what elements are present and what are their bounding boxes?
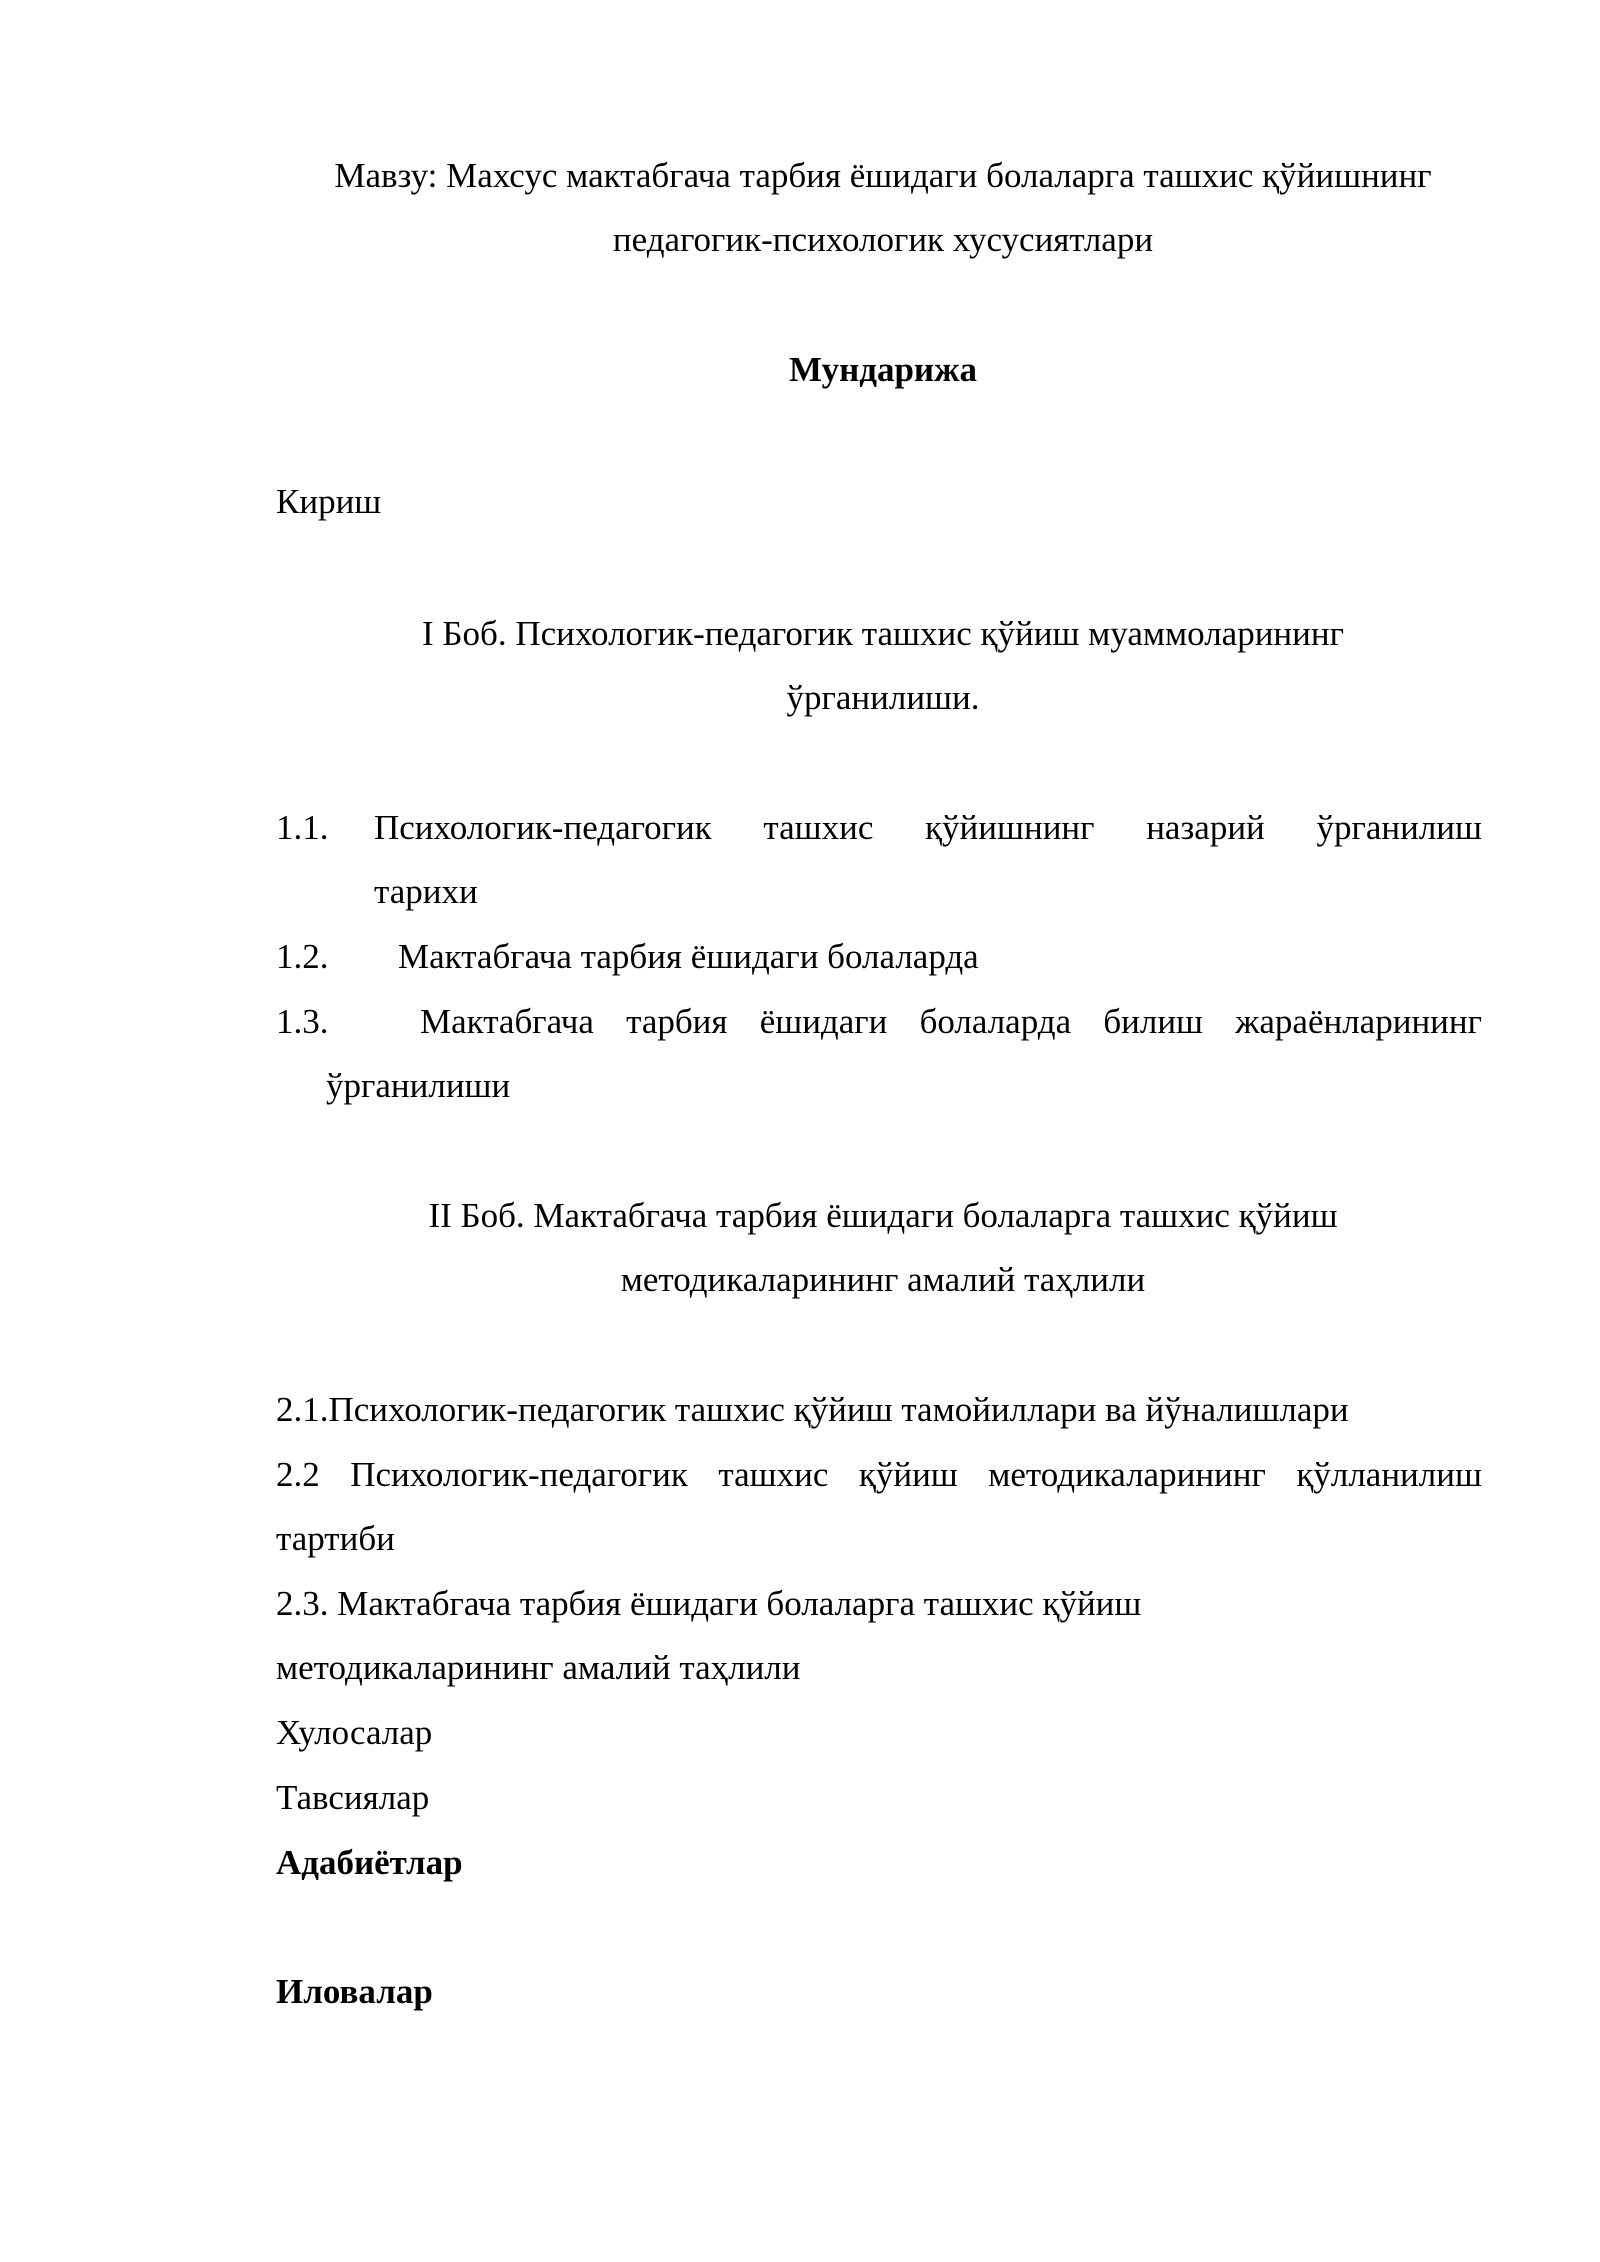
- section-2-2-word: методикаларининг: [988, 1455, 1266, 1494]
- section-1-1-word: қўйишнинг: [925, 808, 1095, 847]
- section-2-3-line-2: методикаларининг амалий таҳлили: [276, 1648, 801, 1687]
- section-1-3-word: Мактабгача: [420, 1002, 594, 1041]
- section-1-3-word: тарбия: [626, 1002, 728, 1041]
- appendices-entry: Иловалар: [276, 1972, 433, 2011]
- section-2-2-word: қўйиш: [858, 1455, 958, 1494]
- section-2-2-word: қўлланилиш: [1296, 1455, 1482, 1494]
- section-1-2-title: Мактабгача тарбия ёшидаги болаларда: [398, 937, 979, 976]
- literature-entry: Адабиётлар: [276, 1843, 463, 1882]
- section-1-3-word: билиш: [1103, 1002, 1203, 1041]
- section-1-2-number: 1.2.: [276, 937, 329, 976]
- intro-entry: Кириш: [276, 482, 382, 521]
- section-2-1-entry: 2.1.Психологик-педагогик ташхис қўйиш тамойиллари ва йўналишлари: [276, 1390, 1349, 1429]
- section-1-1-number: 1.1.: [276, 808, 329, 847]
- section-2-3-line-1: 2.3. Мактабгача тарбия ёшидаги болаларга ташхис қўйиш: [276, 1584, 1142, 1623]
- section-1-1-word: Психологик-педагогик: [374, 808, 712, 847]
- section-1-1-word: ташхис: [763, 808, 874, 847]
- section-1-3-word: ёшидаги: [759, 1002, 888, 1041]
- conclusions-entry: Хулосалар: [276, 1713, 433, 1752]
- section-1-3-word: жараёнларининг: [1235, 1002, 1482, 1041]
- chapter-1-title-line-2: ўрганилиши.: [786, 678, 980, 717]
- section-2-2-line-1: [276, 1455, 1482, 1495]
- chapter-1-title-line-1: I Боб. Психологик-педагогик ташхис қўйиш муаммоларининг: [422, 614, 1344, 653]
- section-1-3-title-line-1: [420, 1002, 1482, 1042]
- section-1-1-title-line-2: тарихи: [374, 872, 478, 911]
- contents-heading: Мундарижа: [789, 350, 977, 389]
- section-2-2-line-2: тартиби: [276, 1519, 395, 1558]
- chapter-2-title-line-2: методикаларининг амалий таҳлили: [620, 1260, 1146, 1299]
- section-2-2-word: 2.2: [276, 1455, 320, 1494]
- topic-line-2: педагогик-психологик хусусиятлари: [612, 220, 1154, 259]
- section-1-1-word: ўрганилиш: [1316, 808, 1482, 847]
- section-1-3-number: 1.3.: [276, 1002, 329, 1041]
- section-1-3-title-line-2: ўрганилиши: [326, 1066, 511, 1105]
- section-1-1-title-line-1: [374, 808, 1482, 848]
- chapter-2-title-line-1: II Боб. Мактабгача тарбия ёшидаги болаларга ташхис қўйиш: [428, 1196, 1338, 1235]
- section-1-1-word: назарий: [1146, 808, 1265, 847]
- section-2-2-word: ташхис: [718, 1455, 829, 1494]
- section-1-3-word: болаларда: [919, 1002, 1072, 1041]
- section-2-2-word: Психологик-педагогик: [350, 1455, 688, 1494]
- recommendations-entry: Тавсиялар: [276, 1778, 430, 1817]
- topic-line-1: Мавзу: Махсус мактабгача тарбия ёшидаги болаларга ташхис қўйишнинг: [334, 156, 1432, 195]
